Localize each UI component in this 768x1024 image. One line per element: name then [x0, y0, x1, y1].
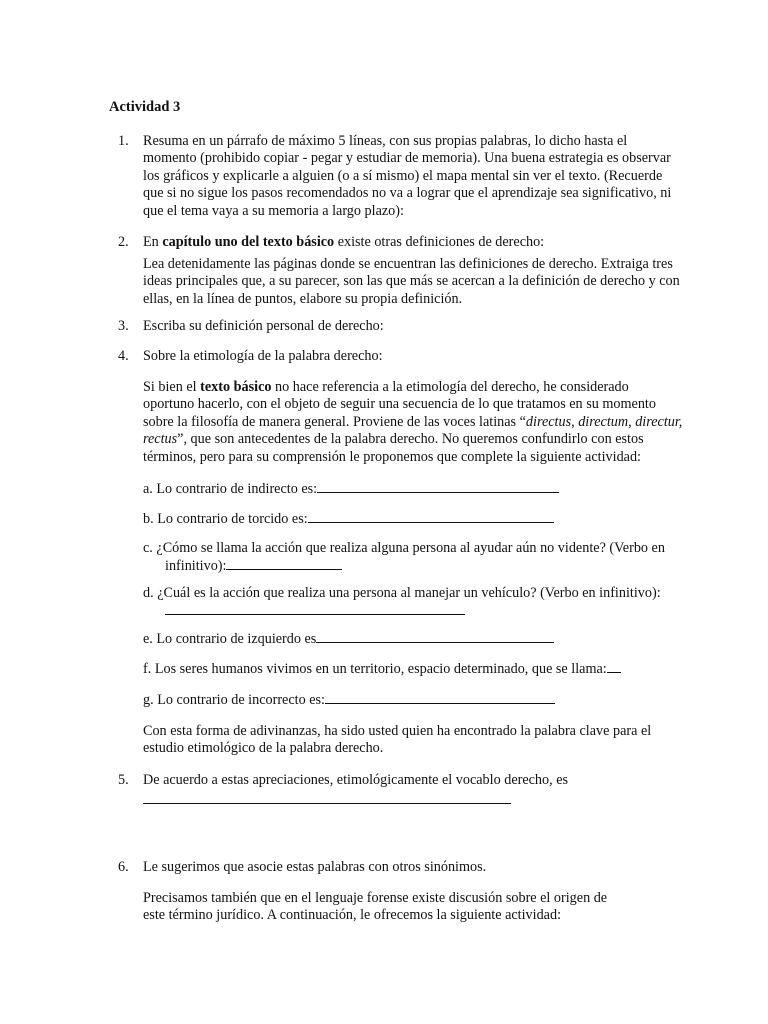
item-1-number: 1. — [118, 133, 129, 149]
answer-line-g[interactable] — [325, 691, 555, 704]
item-2-lead: En capítulo uno del texto básico existe otras definiciones de derecho: — [143, 234, 545, 250]
item-3-number: 3. — [118, 318, 129, 334]
activity-item-d: d. ¿Cuál es la acción que realiza una persona al manejar un vehículo? (Verbo en infinitivo): — [143, 585, 705, 621]
item-1-text: Resuma en un párrafo de máximo 5 líneas, con sus propias palabras, lo dicho hasta el momento (prohibido copiar - pegar y estudiar de memoria). Una buena estrategia es observar los gráficos y explicarle a alguien (o a sí mismo) el mapa mental sin ver el texto. (Recuerde que si no sigue los pasos recomendados no va a lograr que el aprendizaje sea significativo, ni que el tema vaya a su memoria a largo plazo): — [143, 133, 672, 219]
activity-item-f: f. Los seres humanos vivimos en un territorio, espacio determinado, que se llama: — [143, 660, 683, 678]
activity-item-e: e. Lo contrario de izquierdo es — [143, 630, 683, 648]
answer-line-item-5[interactable] — [143, 803, 511, 804]
answer-line-f[interactable] — [607, 660, 621, 673]
item-3-text: Escriba su definición personal de derecho: — [143, 318, 384, 334]
item-4-text: Sobre la etimología de la palabra derecho: — [143, 348, 383, 364]
activity-item-a: a. Lo contrario de indirecto es: — [143, 480, 683, 498]
answer-line-a[interactable] — [317, 480, 559, 493]
activity-item-c: c. ¿Cómo se llama la acción que realiza alguna persona al ayudar aún no vidente? (Verbo en infinitivo): — [143, 540, 665, 575]
item-5-number: 5. — [118, 772, 129, 788]
item-6-paragraph: Precisamos también que en el lenguaje forense existe discusión sobre el origen de este término jurídico. A continuación, le ofrecemos la siguiente actividad: — [143, 890, 608, 924]
item-2-number: 2. — [118, 234, 129, 250]
item-6-number: 6. — [118, 859, 129, 875]
answer-line-d[interactable] — [165, 602, 465, 615]
answer-line-c[interactable] — [226, 557, 342, 570]
answer-line-b[interactable] — [308, 510, 554, 523]
item-4-closing: Con esta forma de adivinanzas, ha sido usted quien ha encontrado la palabra clave para el estudio etimológico de la palabra derecho. — [143, 723, 652, 757]
item-2-paragraph: Lea detenidamente las páginas donde se encuentran las definiciones de derecho. Extraiga tres ideas principales que, a su parecer, son las que más se acercan a la definición de derecho y con ellas, en la línea de puntos, elabore su propia definición. — [143, 256, 680, 307]
item-5-text: De acuerdo a estas apreciaciones, etimológicamente el vocablo derecho, es — [143, 772, 569, 788]
item-4-number: 4. — [118, 348, 129, 364]
activity-item-g: g. Lo contrario de incorrecto es: — [143, 691, 683, 709]
answer-line-e[interactable] — [316, 630, 554, 643]
item-6-text: Le sugerimos que asocie estas palabras con otros sinónimos. — [143, 859, 487, 875]
activity-title: Actividad 3 — [109, 99, 181, 115]
item-4-paragraph: Si bien el texto básico no hace referencia a la etimología del derecho, he considerado oportuno hacerlo, con el objeto de seguir una secuencia de lo que tratamos en su momento sobre la filosofía de manera general. Proviene de las voces latinas “directus, directum, directur, rectus”, que son antecedentes de la palabra derecho. No queremos confundirlo con estos términos, pero para su comprensión le proponemos que complete la siguiente actividad: — [143, 379, 683, 465]
activity-item-b: b. Lo contrario de torcido es: — [143, 510, 683, 528]
